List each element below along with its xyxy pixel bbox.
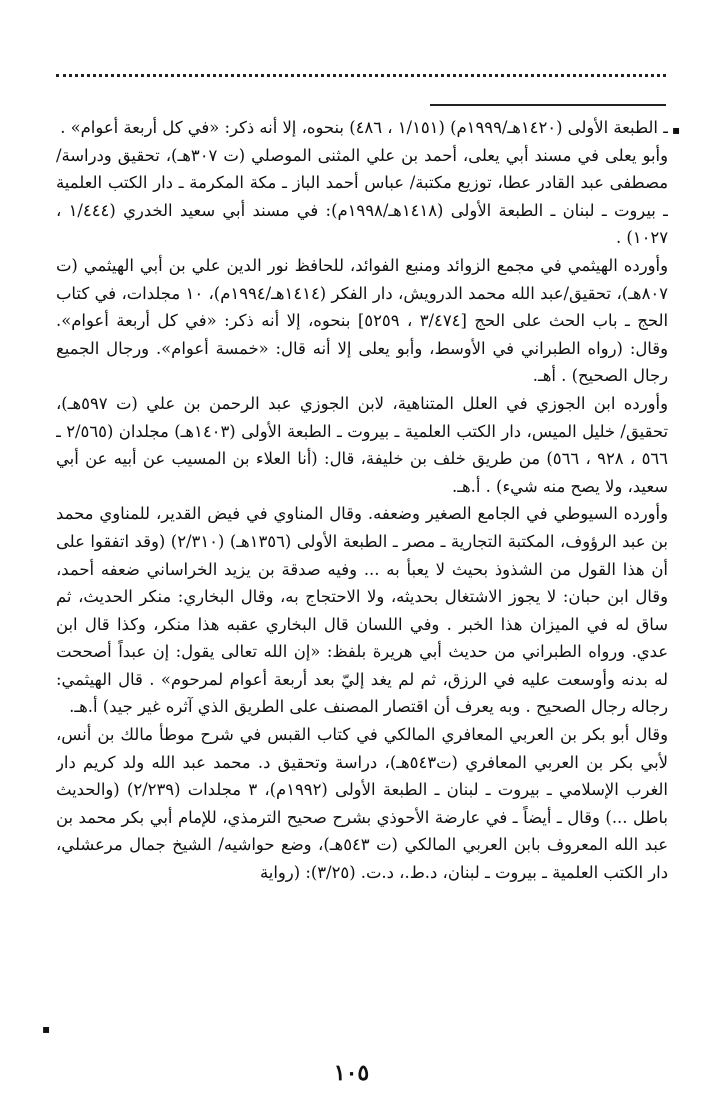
paragraph-1: ـ الطبعة الأولى (١٤٢٠هـ/١٩٩٩م) (١/١٥١ ، ٤٨٦) بنحوه، إلا أنه ذكر: «في كل أربعة أعوام» . [60, 118, 668, 137]
page-number: ١٠٥ [333, 1060, 370, 1086]
paragraph-6: وقال أبو بكر بن العربي المعافري المالكي في كتاب القبس في شرح موطأ مالك بن أنس، لأبي بكر بن العربي المعافري (ت٥٤٣هـ)، دراسة وتحقيق د. محمد عبد الله ولد كريم دار الغرب الإسلامي ـ بيروت ـ لبنان ـ الطبعة الأولى (١٩٩٢م)، ٣ مجلدات (٢/٢٣٩) (والحديث باطل ...) وقال ـ أيضاً ـ في عارضة الأحوذي بشرح صحيح الترمذي، للإمام أبي بكر محمد بن عبد الله المعروف بابن العربي المالكي (ت ٥٤٣هـ)، وضع حواشيه/ الشيخ جمال مرعشلي، دار الكتب العلمية ـ بيروت ـ لبنان، د.ط.، د.ت. (٣/٢٥): (رواية [56, 725, 668, 883]
footnote-text [56, 114, 668, 1054]
paragraph-4: وأورده ابن الجوزي في العلل المتناهية، لابن الجوزي عبد الرحمن بن علي (ت ٥٩٧هـ)، تحقيق/ خليل الميس، دار الكتب العلمية ـ بيروت ـ الطبعة الأولى (١٤٠٣هـ) مجلدان (٢/٥٦٥ ـ ٥٦٦ ، ٩٢٨ ، ٥٦٦) من طريق خلف بن خليفة، قال: (أنا العلاء بن المسيب عن أبيه عن أبي سعيد، ولا يصح منه شيء) . أ.هـ. [56, 393, 668, 496]
paragraph-3: وأورده الهيثمي في مجمع الزوائد ومنبع الفوائد، للحافظ نور الدين علي بن أبي الهيثمي (ت ٨٠٧هـ)، تحقيق/عبد الله محمد الدرويش، دار الفكر (١٤١٤هـ/١٩٩٤م)، ١٠ مجلدات، في كتاب الحج ـ باب الحث على الحج [٣/٤٧٤ ، ٥٢٥٩] بنحوه، إلا أنه ذكر: «في كل أربعة أعوام». وقال: (رواه الطبراني في الأوسط، وأبو يعلى إلا أنه قال: «خمسة أعوام». ورجال الجميع رجال الصحيح) . أهـ. [56, 255, 668, 386]
paragraph-5: وأورده السيوطي في الجامع الصغير وضعفه. وقال المناوي في فيض القدير، للمناوي محمد بن عبد الرؤوف، المكتبة التجارية ـ مصر ـ الطبعة الأولى (١٣٥٦هـ) (٢/٣١٠) (وقد اتفقوا على أن هذا القول من الشذوذ بحيث لا يعبأ به ... وفيه صدقة بن يزيد الخراساني ضعفه أحمد، وقال ابن حبان: لا يجوز الاشتغال بحديثه، ولا الاحتجاج به، وقال البخاري: منكر الحديث، ثم ساق له في الميزان هذا الخبر . وفي اللسان قال البخاري عقبه هذا منكر، وكذا قال ابن عدي. ورواه الطبراني من حديث أبي هريرة بلفظ: «إن الله تعالى يقول: إن عبداً أصححت له بدنه وأوسعت عليه في الرزق، ثم لم يغد إليّ بعد أربعة أعوام لمرحوم» . قال الهيثمي: رجاله رجال الصحيح . وبه يعرف أن اقتصار المصنف على الطريق الذي آثره غير جيد) أ.هـ. [56, 504, 668, 717]
footnote-rule [430, 104, 666, 106]
dotted-separator [56, 74, 666, 77]
square-bullet-end-icon: ▪ [42, 1022, 51, 1036]
square-bullet-icon: ▪ [672, 123, 681, 137]
paragraph-2: وأبو يعلى في مسند أبي يعلى، أحمد بن علي المثنى الموصلي (ت ٣٠٧هـ)، تحقيق ودراسة/ مصطفى عبد القادر عطا، توزيع مكتبة/ عباس أحمد الباز ـ مكة المكرمة ـ دار الكتب العلمية ـ بيروت ـ لبنان ـ الطبعة الأولى (١٤١٨هـ/١٩٩٨م): في مسند أبي سعيد الخدري (١/٤٤٤ ، ١٠٢٧) . [56, 145, 668, 248]
